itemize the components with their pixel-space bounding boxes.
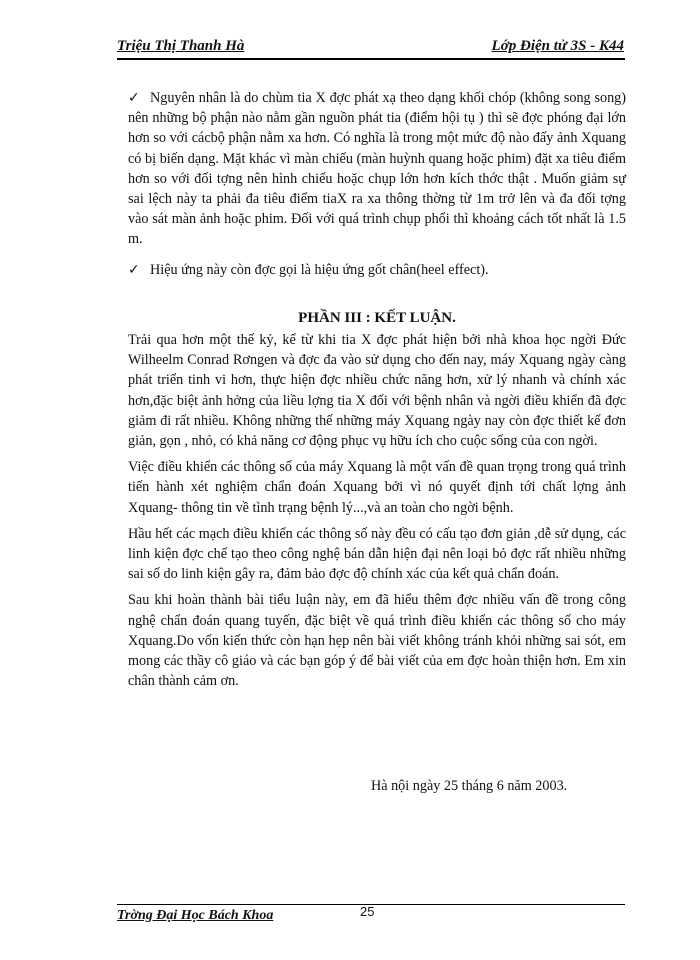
page-number: 25 — [360, 904, 375, 919]
conclusion-paragraph-1: Trải qua hơn một thế kỷ, kể từ khi tia X đợc phát hiện bởi nhà khoa học ngời Đức Wilheelm Conrad Rơngen và đợc đa vào sử dụng cho đến nay, máy Xquang ngày càng phát triển tinh vi hơn, thực hiện đợc nhiều chức năng hơn, xử lý nhanh và chính xác hơn,đặc biệt ảnh hởng của liều lợng tia X đối với bệnh nhân và ngời điều khiển đã đợc giảm đi rất nhiều. Không những thế những máy Xquang ngày nay còn đợc thiết kế đơn giản, gọn , nhỏ, có khả năng cơ động phục vụ hữu ích cho cuộc sống của con ngời. — [128, 332, 626, 450]
page-content — [128, 88, 626, 691]
check-mark-icon: ✓ — [128, 261, 140, 278]
footer-university: Trờng Đại Học Bách Khoa — [117, 908, 274, 923]
check-mark-icon: ✓ — [128, 90, 140, 106]
section-title: PHẦN III : KẾT LUẬN. — [298, 309, 456, 326]
header-divider — [117, 58, 625, 60]
bullet-item-cause — [128, 88, 626, 250]
signature-date: Hà nội ngày 25 tháng 6 năm 2003. — [371, 778, 568, 794]
conclusion-paragraph-4: Sau khi hoàn thành bài tiểu luận này, em đã hiểu thêm đợc nhiều vấn đề trong công nghệ chẩn đoán quang tuyến, đặc biệt về quá trình điều khiển các thông số cho máy Xquang.Do vốn kiến thức còn hạn hẹp nên bài viết không tránh khỏi những sai sót, em mong các thầy cô giáo và các bạn góp ý để bài viết của em đợc hoàn thiện hơn. Em xin chân thành cảm ơn. — [128, 592, 626, 690]
header-author: Triệu Thị Thanh Hà — [117, 38, 245, 54]
bullet-text: Nguyên nhân là do chùm tia X đợc phát xạ theo dạng khối chóp (không song song) nên những bộ phận nào nằm gần nguồn phát tia (điểm hội tụ ) thì sẽ đợc phóng đại lớn hơn so với cácbộ phận nằm xa hơn. Có nghĩa là trong một mức độ nào đấy ảnh Xquang có bị biến dạng. Mặt khác vì màn chiếu (màn huỳnh quang hoặc phim) đặt xa tiêu điểm hơn so với đối tợng nên hình chiếu hoặc chụp lớn hơn kích thớc thật . Muốn giảm sự sai lệch này ta phải đa tiêu điểm tiaX ra xa thông thờng từ 1m trở lên và đa đối tợng vào sát màn ảnh hoặc phim. Đối với quá trình chụp phổi thì khoảng cách tốt nhất là 1.5 m. — [128, 90, 626, 248]
conclusion-paragraph-2: Việc điều khiển các thông số của máy Xquang là một vấn đề quan trọng trong quá trình tiến hành xét nghiệm chẩn đoán Xquang bởi vì nó quyết định tới chất lợng ảnh Xquang- thông tin về tình trạng bệnh lý...,và an toàn cho ngời bệnh. — [128, 459, 626, 516]
bullet-text: Hiệu ứng này còn đợc gọi là hiệu ứng gốt chân(heel effect). — [150, 261, 489, 278]
conclusion-paragraph-3: Hầu hết các mạch điều khiển các thông số này đều có cấu tạo đơn giản ,dễ sử dụng, các linh kiện đợc chế tạo theo công nghệ bán dẫn hiện đại nên loại bỏ đợc rất nhiều những sai số do linh kiện gây ra, đảm bảo đợc độ chính xác của kết quả chẩn đoán. — [128, 525, 626, 583]
bullet-item-heel-effect — [128, 260, 626, 280]
header-class: Lớp Điện tử 3S - K44 — [491, 38, 624, 54]
